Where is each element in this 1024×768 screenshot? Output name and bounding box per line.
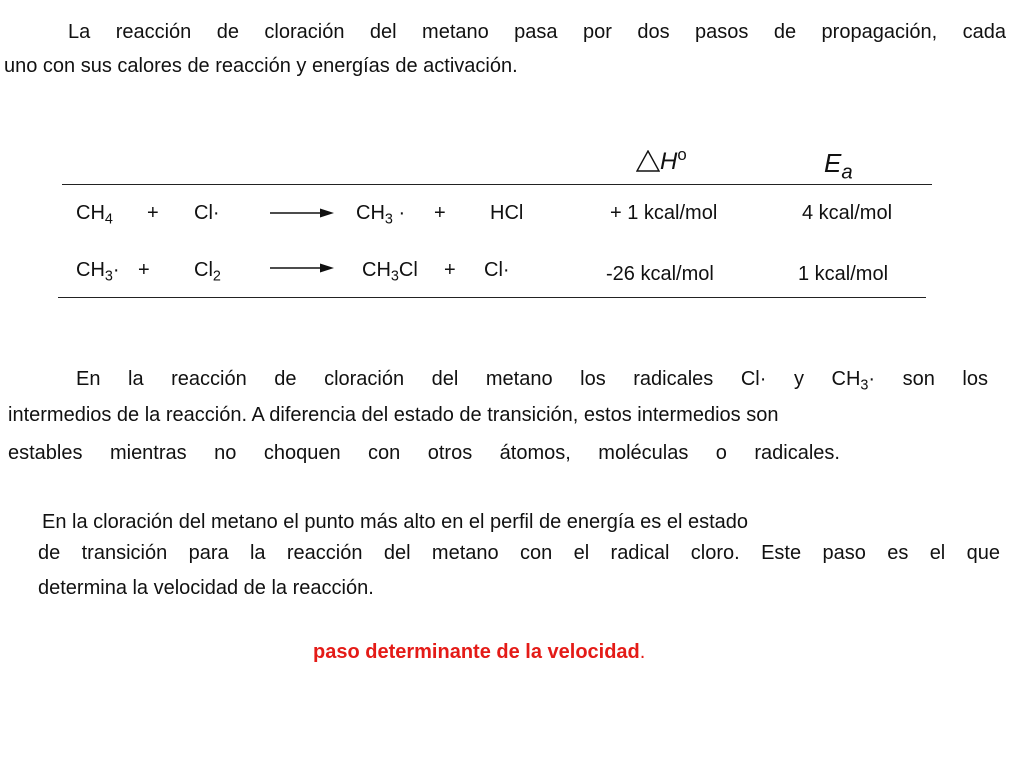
row2-reactant-2: $Cl_2$ — [194, 259, 221, 285]
row2-product-2: Cl· — [484, 259, 510, 281]
row1-reactant-1: $CH_4$ — [76, 202, 113, 228]
row2-ea: 1 kcal/mol — [798, 263, 889, 285]
row1-plus-1: + — [147, 202, 159, 224]
row2-delta-h: -26 kcal/mol — [606, 263, 714, 285]
row1-reactant-2: Cl· — [194, 202, 220, 224]
table-bottom-rule — [58, 297, 926, 298]
intro-line-2: uno con sus calores de reacción y energías de activación. — [4, 55, 518, 77]
ea-header: $E_a$ — [824, 148, 853, 184]
row1-arrow-icon — [270, 207, 334, 219]
row2-plus-1: + — [138, 259, 150, 281]
para2-line-2: intermedios de la reacción. A diferencia del estado de transición, estos intermedios son — [8, 404, 779, 426]
row1-product-1: $CH_3$ · — [356, 202, 406, 228]
para3-line-3: determina la velocidad de la reacción. — [38, 577, 374, 599]
intro-line-1: La reacción de cloración del metano pasa por dos pasos de propagación, cada — [68, 21, 1006, 43]
row2-plus-2: + — [444, 259, 456, 281]
para3-line-2: de transición para la reacción del metano con el radical cloro. Este paso es el que — [38, 542, 1000, 564]
row2-arrow-icon — [270, 262, 334, 274]
para2-line-3: estables mientras no choquen con otros átomos, moléculas o radicales. — [8, 442, 840, 464]
row2-product-1: $CH_3Cl$ — [362, 259, 418, 285]
delta-h-header: $H^o$ — [636, 150, 687, 174]
triangle-icon — [636, 150, 660, 172]
table-top-rule — [62, 184, 932, 185]
row2-reactant-1: $CH_3\cdot$ — [76, 259, 120, 285]
row1-product-2: HCl — [490, 202, 524, 224]
row1-ea: 4 kcal/mol — [802, 202, 893, 224]
row1-plus-2: + — [434, 202, 446, 224]
row1-delta-h: + 1 kcal/mol — [610, 202, 718, 224]
para3-line-1: En la cloración del metano el punto más alto en el perfil de energía es el estado — [42, 511, 748, 533]
rate-determining-step-label: paso determinante de la velocidad. — [313, 641, 646, 663]
para2-line-1: En la reacción de cloración del metano los radicales Cl· y $CH_3\cdot$ son los — [76, 368, 988, 394]
